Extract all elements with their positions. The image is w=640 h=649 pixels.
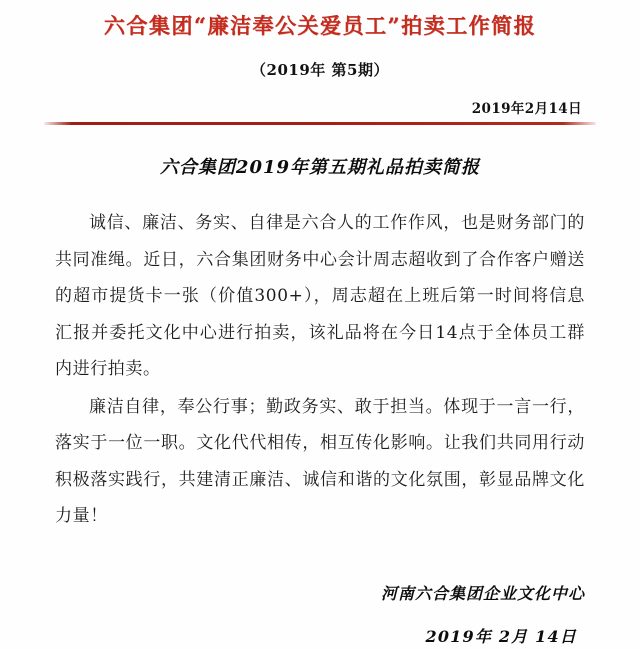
signature-date: 2019年 2月 14日 [425,626,577,646]
section-heading: 六合集团2019年第五期礼品拍卖简报 [159,157,481,179]
header-divider-rule [44,122,596,125]
signature-organization: 河南六合集团企业文化中心 [380,583,585,603]
signature-block [0,581,640,647]
body-content [55,205,585,535]
issue-number: （2019年 第5期） [251,61,389,80]
document-title: 六合集团“廉洁奉公关爱员工”拍卖工作简报 [103,13,537,38]
body-paragraph: 诚信、廉洁、务实、自律是六合人的工作作风，也是财务部门的共同准绳。近日，六合集团财务中心会计周志超收到了合作客户赠送的超市提货卡一张（价值300+），周志超在上班后第一时间将信息汇报并委托文化中心进行拍卖，该礼品将在今日14点于全体员工群内进行拍卖。 [55,213,585,380]
body-paragraph: 廉洁自律，奉公行事；勤政务实、敢于担当。体现于一言一行，落实于一位一职。文化代代相传，相互传化影响。让我们共同用行动积极落实践行，共建清正廉洁、诚信和谐的文化氛围，彰显品牌文化力量！ [55,396,585,527]
masthead [0,0,640,125]
masthead-date: 2019年2月14日 [471,101,582,118]
